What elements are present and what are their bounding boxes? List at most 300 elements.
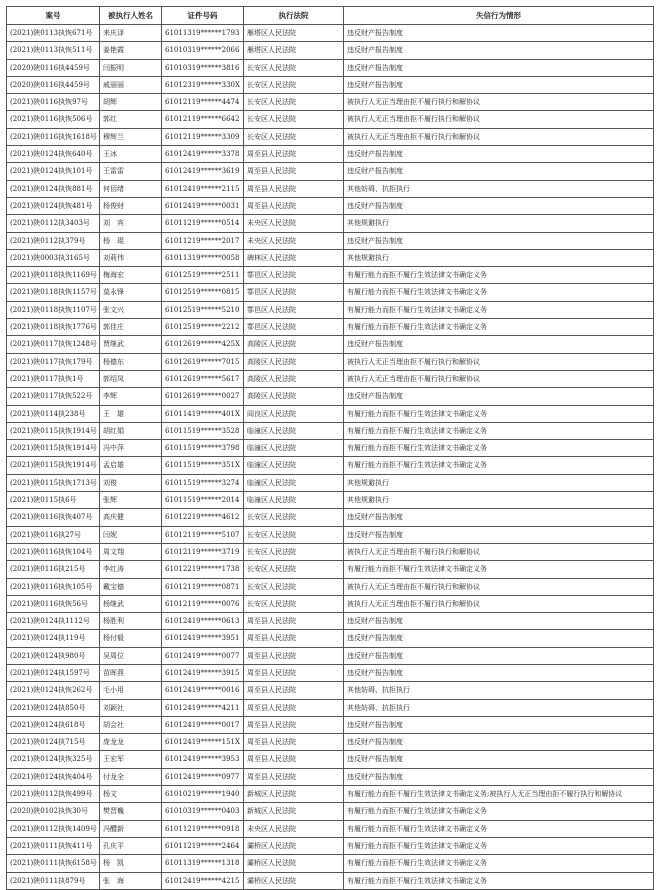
violation-cell: 违反财产报告制度 [344, 146, 654, 163]
violation-cell: 有履行能力而拒不履行生效法律文书确定义务 [344, 837, 654, 854]
court-cell: 新城区人民法院 [244, 786, 344, 803]
violation-cell: 被执行人无正当理由拒不履行执行和解协议 [344, 543, 654, 560]
id-number-cell: 61012619******5617 [162, 370, 244, 387]
court-cell: 周至县人民法院 [244, 630, 344, 647]
court-cell: 鄠邑区人民法院 [244, 284, 344, 301]
court-cell: 周至县人民法院 [244, 751, 344, 768]
court-cell: 周至县人民法院 [244, 664, 344, 681]
table-row [7, 128, 654, 145]
court-cell: 高陵区人民法院 [244, 336, 344, 353]
case-number-cell: (2021)陕0124执618号 [7, 716, 100, 733]
table-row [7, 163, 654, 180]
id-number-cell: 61010319******3816 [162, 59, 244, 76]
violation-cell: 违反财产报告制度 [344, 197, 654, 214]
case-number-cell: (2021)陕0124执恢881号 [7, 180, 100, 197]
id-number-cell: 61012419******4215 [162, 872, 244, 889]
court-cell: 周至县人民法院 [244, 768, 344, 785]
court-cell: 灞桥区人民法院 [244, 855, 344, 872]
court-cell: 周至县人民法院 [244, 682, 344, 699]
table-row [7, 509, 654, 526]
debtor-name-cell: 张文兴 [100, 301, 162, 318]
id-number-cell: 61012419******0016 [162, 682, 244, 699]
table-row [7, 249, 654, 266]
debtor-name-cell: 闫振明 [100, 59, 162, 76]
violation-cell: 违反财产报告制度 [344, 613, 654, 630]
case-number-cell: (2021)陕0118执恢1776号 [7, 319, 100, 336]
case-number-cell: (2021)陕0124执119号 [7, 630, 100, 647]
violation-cell: 有履行能力而拒不履行生效法律文书确定义务 [344, 440, 654, 457]
violation-cell: 有履行能力而拒不履行生效法律文书确定义务 [344, 405, 654, 422]
case-number-cell: (2021)陕0124执恢262号 [7, 682, 100, 699]
id-number-cell: 61011219******2464 [162, 837, 244, 854]
violation-cell: 有履行能力而拒不履行生效法律文书确定义务 [344, 803, 654, 820]
table-row [7, 440, 654, 457]
debtor-name-cell: 付龙全 [100, 768, 162, 785]
violation-cell: 被执行人无正当理由拒不履行执行和解协议 [344, 578, 654, 595]
debtor-name-cell: 刘颖社 [100, 699, 162, 716]
debtor-name-cell: 刘莉伟 [100, 249, 162, 266]
debtor-name-cell: 冯醴新 [100, 820, 162, 837]
debtor-name-cell: 刘 宾 [100, 215, 162, 232]
table-row [7, 94, 654, 111]
id-number-cell: 61011419******401X [162, 405, 244, 422]
table-row [7, 111, 654, 128]
violation-cell: 违反财产报告制度 [344, 232, 654, 249]
table-row [7, 59, 654, 76]
debtor-name-cell: 郭佳庄 [100, 319, 162, 336]
court-cell: 鄠邑区人民法院 [244, 301, 344, 318]
violation-cell: 违反财产报告制度 [344, 768, 654, 785]
violation-cell: 有履行能力而拒不履行生效法律文书确定义务 [344, 855, 654, 872]
case-number-cell: (2021)陕0113执恢511号 [7, 42, 100, 59]
table-row [7, 301, 654, 318]
table-row [7, 613, 654, 630]
debtor-name-cell: 郭红 [100, 111, 162, 128]
violation-cell: 违反财产报告制度 [344, 59, 654, 76]
debtor-name-cell: 张辉 [100, 492, 162, 509]
debtor-name-cell: 毛小用 [100, 682, 162, 699]
table-row [7, 232, 654, 249]
id-number-cell: 61011519******3528 [162, 422, 244, 439]
violation-cell: 违反财产报告制度 [344, 163, 654, 180]
violation-cell: 有履行能力而拒不履行生效法律文书确定义务 [344, 319, 654, 336]
table-row [7, 492, 654, 509]
id-number-cell: 61011319******0058 [162, 249, 244, 266]
id-number-cell: 61012619******425X [162, 336, 244, 353]
id-number-cell: 61012419******3915 [162, 664, 244, 681]
debtor-name-cell: 冯中萍 [100, 440, 162, 457]
court-cell: 高陵区人民法院 [244, 353, 344, 370]
violation-cell: 违反财产报告制度 [344, 630, 654, 647]
id-number-cell: 61011519******3274 [162, 474, 244, 491]
table-row [7, 595, 654, 612]
id-number-cell: 61012519******2511 [162, 267, 244, 284]
debtor-name-cell: 戚丽丽 [100, 76, 162, 93]
case-number-cell: (2021)陕0118执恢1169号 [7, 267, 100, 284]
header-id-number: 证件号码 [162, 7, 244, 25]
violation-cell: 其他妨碍、抗拒执行 [344, 699, 654, 716]
id-number-cell: 61011519******3798 [162, 440, 244, 457]
id-number-cell: 61012119******5107 [162, 526, 244, 543]
table-header-row [7, 7, 654, 25]
id-number-cell: 61012219******1738 [162, 561, 244, 578]
table-row [7, 146, 654, 163]
case-number-cell: (2021)陕0003执3165号 [7, 249, 100, 266]
id-number-cell: 61012419******0077 [162, 647, 244, 664]
case-number-cell: (2020)陕0116执4459号 [7, 59, 100, 76]
court-cell: 临潼区人民法院 [244, 492, 344, 509]
case-number-cell: (2020)陕0102执恢30号 [7, 803, 100, 820]
case-number-cell: (2021)陕0116执恢56号 [7, 595, 100, 612]
case-number-cell: (2021)陕0115执恢1914号 [7, 440, 100, 457]
table-row [7, 42, 654, 59]
violation-cell: 有履行能力而拒不履行生效法律文书确定义务 [344, 561, 654, 578]
debtor-name-cell: 张 海 [100, 872, 162, 889]
id-number-cell: 61012319******330X [162, 76, 244, 93]
court-cell: 长安区人民法院 [244, 578, 344, 595]
violation-cell: 被执行人无正当理由拒不履行执行和解协议 [344, 94, 654, 111]
case-number-cell: (2021)陕0116执恢105号 [7, 578, 100, 595]
id-number-cell: 61011519******351X [162, 457, 244, 474]
violation-cell: 有履行能力而拒不履行生效法律文书确定义务 [344, 267, 654, 284]
court-cell: 周至县人民法院 [244, 716, 344, 733]
case-number-cell: (2021)陕0115执恢1914号 [7, 422, 100, 439]
debtor-name-cell: 孔庆平 [100, 837, 162, 854]
court-cell: 周至县人民法院 [244, 146, 344, 163]
case-number-cell: (2021)陕0117执恢1号 [7, 370, 100, 387]
case-number-cell: (2021)陕0124执1597号 [7, 664, 100, 681]
table-row [7, 526, 654, 543]
debtor-name-cell: 梅海宏 [100, 267, 162, 284]
debtor-name-cell: 杨 凯 [100, 855, 162, 872]
court-cell: 周至县人民法院 [244, 734, 344, 751]
case-number-cell: (2021)陕0124执715号 [7, 734, 100, 751]
debtor-name-cell: 杨付毅 [100, 630, 162, 647]
debtor-name-cell: 戴宝德 [100, 578, 162, 595]
case-number-cell: (2021)陕0116执恢1618号 [7, 128, 100, 145]
dishonest-debtors-table [6, 6, 654, 890]
court-cell: 长安区人民法院 [244, 526, 344, 543]
court-cell: 周至县人民法院 [244, 647, 344, 664]
table-row [7, 215, 654, 232]
court-cell: 长安区人民法院 [244, 509, 344, 526]
violation-cell: 其他妨碍、抗拒执行 [344, 682, 654, 699]
court-cell: 长安区人民法院 [244, 128, 344, 145]
debtor-name-cell: 王冰 [100, 146, 162, 163]
court-cell: 长安区人民法院 [244, 561, 344, 578]
debtor-name-cell: 胡会社 [100, 716, 162, 733]
table-row [7, 578, 654, 595]
court-cell: 临潼区人民法院 [244, 457, 344, 474]
violation-cell: 有履行能力而拒不履行生效法律文书确定义务 [344, 284, 654, 301]
case-number-cell: (2021)陕0124执850号 [7, 699, 100, 716]
court-cell: 周至县人民法院 [244, 180, 344, 197]
debtor-name-cell: 姜艳霞 [100, 42, 162, 59]
case-number-cell: (2021)陕0124执恢640号 [7, 146, 100, 163]
debtor-name-cell: 樊晋巍 [100, 803, 162, 820]
case-number-cell: (2021)陕0116执215号 [7, 561, 100, 578]
violation-cell: 其他妨碍、抗拒执行 [344, 180, 654, 197]
case-number-cell: (2021)陕0115执恢1713号 [7, 474, 100, 491]
violation-cell: 违反财产报告制度 [344, 716, 654, 733]
violation-cell: 违反财产报告制度 [344, 647, 654, 664]
case-number-cell: (2021)陕0116执恢104号 [7, 543, 100, 560]
id-number-cell: 61012119******6642 [162, 111, 244, 128]
id-number-cell: 61012519******2212 [162, 319, 244, 336]
table-row [7, 734, 654, 751]
debtor-name-cell: 胡辉 [100, 94, 162, 111]
violation-cell: 被执行人无正当理由拒不履行执行和解协议 [344, 353, 654, 370]
debtor-name-cell: 孟启雄 [100, 457, 162, 474]
id-number-cell: 61012419******3951 [162, 630, 244, 647]
table-row [7, 336, 654, 353]
case-number-cell: (2021)陕0115执恢1914号 [7, 457, 100, 474]
table-row [7, 422, 654, 439]
id-number-cell: 61012419******0613 [162, 613, 244, 630]
table-row [7, 267, 654, 284]
case-number-cell: (2021)陕0112执3403号 [7, 215, 100, 232]
debtor-name-cell: 吴周位 [100, 647, 162, 664]
violation-cell: 违反财产报告制度 [344, 42, 654, 59]
table-row [7, 837, 654, 854]
court-cell: 高陵区人民法院 [244, 388, 344, 405]
court-cell: 雁塔区人民法院 [244, 42, 344, 59]
table-row [7, 197, 654, 214]
violation-cell: 违反财产报告制度 [344, 751, 654, 768]
violation-cell: 有履行能力而拒不履行生效法律文书确定义务;被执行人无正当理由拒不履行执行和解协议 [344, 786, 654, 803]
table-row [7, 353, 654, 370]
court-cell: 临潼区人民法院 [244, 440, 344, 457]
case-number-cell: (2021)陕0116执恢97号 [7, 94, 100, 111]
court-cell: 周至县人民法院 [244, 197, 344, 214]
debtor-name-cell: 杨胜利 [100, 613, 162, 630]
case-number-cell: (2021)陕0112执恢1409号 [7, 820, 100, 837]
header-case-number: 案号 [7, 7, 100, 25]
violation-cell: 被执行人无正当理由拒不履行执行和解协议 [344, 595, 654, 612]
violation-cell: 其他规避执行 [344, 215, 654, 232]
id-number-cell: 61012419******2115 [162, 180, 244, 197]
table-row [7, 180, 654, 197]
table-row [7, 543, 654, 560]
id-number-cell: 61012119******0871 [162, 578, 244, 595]
court-cell: 未央区人民法院 [244, 215, 344, 232]
table-row [7, 768, 654, 785]
violation-cell: 其他规避执行 [344, 474, 654, 491]
debtor-name-cell: 郭绍凤 [100, 370, 162, 387]
violation-cell: 有履行能力而拒不履行生效法律文书确定义务 [344, 422, 654, 439]
court-cell: 长安区人民法院 [244, 543, 344, 560]
table-row [7, 319, 654, 336]
case-number-cell: (2021)陕0117执恢1248号 [7, 336, 100, 353]
case-number-cell: (2021)陕0112执379号 [7, 232, 100, 249]
table-row [7, 872, 654, 889]
debtor-name-cell: 苗晖燕 [100, 664, 162, 681]
violation-cell: 违反财产报告制度 [344, 336, 654, 353]
debtor-name-cell: 王宏军 [100, 751, 162, 768]
debtor-name-cell: 闫妮 [100, 526, 162, 543]
court-cell: 临潼区人民法院 [244, 474, 344, 491]
case-number-cell: (2021)陕0116执恢407号 [7, 509, 100, 526]
debtor-name-cell: 何佰绪 [100, 180, 162, 197]
violation-cell: 违反财产报告制度 [344, 76, 654, 93]
debtor-name-cell: 杨文 [100, 786, 162, 803]
violation-cell: 有履行能力而拒不履行生效法律文书确定义务 [344, 820, 654, 837]
court-cell: 阎良区人民法院 [244, 405, 344, 422]
id-number-cell: 61011219******2017 [162, 232, 244, 249]
violation-cell: 被执行人无正当理由拒不履行执行和解协议 [344, 128, 654, 145]
table-row [7, 561, 654, 578]
debtor-name-cell: 李辉 [100, 388, 162, 405]
case-number-cell: (2021)陕0111执879号 [7, 872, 100, 889]
id-number-cell: 61012119******4474 [162, 94, 244, 111]
court-cell: 长安区人民法院 [244, 94, 344, 111]
court-cell: 长安区人民法院 [244, 59, 344, 76]
id-number-cell: 61012519******5210 [162, 301, 244, 318]
id-number-cell: 61011319******1318 [162, 855, 244, 872]
header-violation: 失信行为情形 [344, 7, 654, 25]
debtor-name-cell: 来庆泽 [100, 25, 162, 42]
debtor-name-cell: 贾继武 [100, 336, 162, 353]
debtor-name-cell: 刘俊 [100, 474, 162, 491]
table-row [7, 664, 654, 681]
table-row [7, 751, 654, 768]
debtor-name-cell: 穆辉兰 [100, 128, 162, 145]
violation-cell: 违反财产报告制度 [344, 664, 654, 681]
id-number-cell: 61011319******1793 [162, 25, 244, 42]
table-row [7, 855, 654, 872]
violation-cell: 违反财产报告制度 [344, 509, 654, 526]
debtor-name-cell: 杨德东 [100, 353, 162, 370]
case-number-cell: (2021)陕0124执恢101号 [7, 163, 100, 180]
table-row [7, 388, 654, 405]
id-number-cell: 61012419******0031 [162, 197, 244, 214]
id-number-cell: 61012419******151X [162, 734, 244, 751]
debtor-name-cell: 高庆健 [100, 509, 162, 526]
case-number-cell: (2021)陕0124执980号 [7, 647, 100, 664]
violation-cell: 违反财产报告制度 [344, 734, 654, 751]
table-row [7, 457, 654, 474]
court-cell: 碑林区人民法院 [244, 249, 344, 266]
debtor-name-cell: 胡红娟 [100, 422, 162, 439]
violation-cell: 违反财产报告制度 [344, 526, 654, 543]
court-cell: 长安区人民法院 [244, 111, 344, 128]
court-cell: 周至县人民法院 [244, 613, 344, 630]
case-number-cell: (2021)陕0111执恢6158号 [7, 855, 100, 872]
id-number-cell: 61010219******1940 [162, 786, 244, 803]
case-number-cell: (2021)陕0116执27号 [7, 526, 100, 543]
id-number-cell: 61012419******3953 [162, 751, 244, 768]
case-number-cell: (2021)陕0114执238号 [7, 405, 100, 422]
id-number-cell: 61011519******2014 [162, 492, 244, 509]
table-row [7, 405, 654, 422]
case-number-cell: (2021)陕0118执恢1157号 [7, 284, 100, 301]
case-number-cell: (2021)陕0111执恢411号 [7, 837, 100, 854]
violation-cell: 其他规避执行 [344, 492, 654, 509]
id-number-cell: 61012619******0027 [162, 388, 244, 405]
court-cell: 临潼区人民法院 [244, 422, 344, 439]
violation-cell: 被执行人无正当理由拒不履行执行和解协议 [344, 111, 654, 128]
debtor-name-cell: 李红涛 [100, 561, 162, 578]
violation-cell: 违反财产报告制度 [344, 388, 654, 405]
case-number-cell: (2021)陕0118执恢1107号 [7, 301, 100, 318]
table-row [7, 25, 654, 42]
table-row [7, 682, 654, 699]
court-cell: 周至县人民法院 [244, 163, 344, 180]
id-number-cell: 61012119******0076 [162, 595, 244, 612]
debtor-name-cell: 王雷雷 [100, 163, 162, 180]
debtor-name-cell: 庞龙龙 [100, 734, 162, 751]
case-number-cell: (2021)陕0117执恢179号 [7, 353, 100, 370]
debtor-name-cell: 杨 琨 [100, 232, 162, 249]
table-row [7, 630, 654, 647]
id-number-cell: 61010319******0403 [162, 803, 244, 820]
id-number-cell: 61012219******4612 [162, 509, 244, 526]
court-cell: 鄠邑区人民法院 [244, 319, 344, 336]
violation-cell: 有履行能力而拒不履行生效法律文书确定义务 [344, 872, 654, 889]
case-number-cell: (2020)陕0116执4459号 [7, 76, 100, 93]
id-number-cell: 61012119******3309 [162, 128, 244, 145]
header-court: 执行法院 [244, 7, 344, 25]
table-row [7, 474, 654, 491]
id-number-cell: 61012419******0017 [162, 716, 244, 733]
court-cell: 新城区人民法院 [244, 803, 344, 820]
violation-cell: 有履行能力而拒不履行生效法律文书确定义务 [344, 457, 654, 474]
court-cell: 灞桥区人民法院 [244, 872, 344, 889]
id-number-cell: 61011219******0918 [162, 820, 244, 837]
id-number-cell: 61012419******3378 [162, 146, 244, 163]
table-row [7, 647, 654, 664]
id-number-cell: 61012419******3619 [162, 163, 244, 180]
violation-cell: 违反财产报告制度 [344, 25, 654, 42]
id-number-cell: 61012419******0977 [162, 768, 244, 785]
court-cell: 灞桥区人民法院 [244, 837, 344, 854]
court-cell: 未央区人民法院 [244, 820, 344, 837]
court-cell: 雁塔区人民法院 [244, 25, 344, 42]
case-number-cell: (2021)陕0112执恢499号 [7, 786, 100, 803]
violation-cell: 有履行能力而拒不履行生效法律文书确定义务 [344, 301, 654, 318]
court-cell: 未央区人民法院 [244, 232, 344, 249]
debtor-name-cell: 王 雄 [100, 405, 162, 422]
id-number-cell: 61011219******0514 [162, 215, 244, 232]
court-cell: 长安区人民法院 [244, 76, 344, 93]
case-number-cell: (2021)陕0124执恢481号 [7, 197, 100, 214]
table-row [7, 284, 654, 301]
debtor-name-cell: 杨继武 [100, 595, 162, 612]
case-number-cell: (2021)陕0113执恢671号 [7, 25, 100, 42]
id-number-cell: 61012419******4211 [162, 699, 244, 716]
table-row [7, 803, 654, 820]
id-number-cell: 61012119******3719 [162, 543, 244, 560]
violation-cell: 其他规避执行 [344, 249, 654, 266]
court-cell: 鄠邑区人民法院 [244, 267, 344, 284]
violation-cell: 被执行人无正当理由拒不履行执行和解协议 [344, 370, 654, 387]
court-cell: 高陵区人民法院 [244, 370, 344, 387]
case-number-cell: (2021)陕0124执1112号 [7, 613, 100, 630]
debtor-name-cell: 周文翔 [100, 543, 162, 560]
table-row [7, 786, 654, 803]
table-row [7, 716, 654, 733]
table-row [7, 76, 654, 93]
id-number-cell: 61012619******7015 [162, 353, 244, 370]
court-cell: 周至县人民法院 [244, 699, 344, 716]
case-number-cell: (2021)陕0115执6号 [7, 492, 100, 509]
case-number-cell: (2021)陕0124执恢325号 [7, 751, 100, 768]
case-number-cell: (2021)陕0124执恢404号 [7, 768, 100, 785]
case-number-cell: (2021)陕0117执恢522号 [7, 388, 100, 405]
header-debtor-name: 被执行人姓名 [100, 7, 162, 25]
table-row [7, 370, 654, 387]
debtor-name-cell: 莫永锋 [100, 284, 162, 301]
